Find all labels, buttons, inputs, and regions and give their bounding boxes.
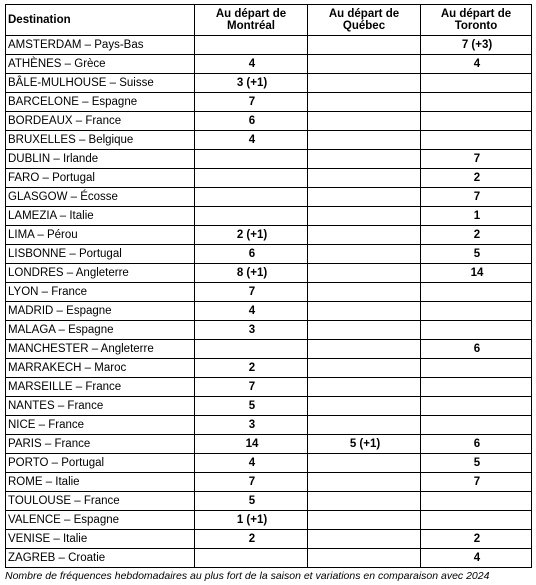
destination-cell: BARCELONE – Espagne xyxy=(6,93,195,112)
table-caption: Nombre de fréquences hebdomadaires au plus fort de la saison et variations en comparaison avec 2024 xyxy=(5,570,490,582)
document xyxy=(5,4,531,582)
quebec-cell xyxy=(308,454,421,473)
destination-cell: PORTO – Portugal xyxy=(6,454,195,473)
table-row xyxy=(6,378,532,397)
table-row xyxy=(6,226,532,245)
montreal-cell: 7 xyxy=(195,283,308,302)
montreal-cell: 4 xyxy=(195,131,308,150)
toronto-cell xyxy=(421,131,532,150)
table-row xyxy=(6,549,532,568)
quebec-cell xyxy=(308,112,421,131)
toronto-cell: 1 xyxy=(421,207,532,226)
toronto-cell: 4 xyxy=(421,55,532,74)
header-montreal: Au départ de Montréal xyxy=(195,5,308,36)
toronto-cell xyxy=(421,378,532,397)
montreal-cell xyxy=(195,36,308,55)
table-row xyxy=(6,150,532,169)
destination-cell: VALENCE – Espagne xyxy=(6,511,195,530)
toronto-cell xyxy=(421,397,532,416)
montreal-cell: 5 xyxy=(195,492,308,511)
table-row xyxy=(6,36,532,55)
destination-cell: BRUXELLES – Belgique xyxy=(6,131,195,150)
destination-cell: DUBLIN – Irlande xyxy=(6,150,195,169)
toronto-cell xyxy=(421,511,532,530)
table-header-row xyxy=(6,5,532,36)
montreal-cell xyxy=(195,549,308,568)
table-body xyxy=(6,36,532,568)
toronto-cell: 7 xyxy=(421,473,532,492)
header-quebec: Au départ de Québec xyxy=(308,5,421,36)
table-row xyxy=(6,492,532,511)
toronto-cell xyxy=(421,112,532,131)
destination-cell: ROME – Italie xyxy=(6,473,195,492)
destination-cell: MALAGA – Espagne xyxy=(6,321,195,340)
toronto-cell xyxy=(421,93,532,112)
table-row xyxy=(6,169,532,188)
table-row xyxy=(6,359,532,378)
toronto-cell: 2 xyxy=(421,226,532,245)
table-row xyxy=(6,416,532,435)
table-row xyxy=(6,93,532,112)
quebec-cell xyxy=(308,359,421,378)
toronto-cell: 5 xyxy=(421,245,532,264)
quebec-cell xyxy=(308,511,421,530)
montreal-cell: 7 xyxy=(195,93,308,112)
montreal-cell: 4 xyxy=(195,454,308,473)
quebec-cell xyxy=(308,397,421,416)
quebec-cell xyxy=(308,416,421,435)
toronto-cell: 2 xyxy=(421,169,532,188)
table-row xyxy=(6,283,532,302)
quebec-cell xyxy=(308,74,421,93)
destination-cell: GLASGOW – Écosse xyxy=(6,188,195,207)
montreal-cell xyxy=(195,207,308,226)
destination-cell: ZAGREB – Croatie xyxy=(6,549,195,568)
table-row xyxy=(6,473,532,492)
destination-cell: LIMA – Pérou xyxy=(6,226,195,245)
montreal-cell: 4 xyxy=(195,55,308,74)
montreal-cell: 4 xyxy=(195,302,308,321)
montreal-cell: 7 xyxy=(195,378,308,397)
toronto-cell: 7 xyxy=(421,188,532,207)
table-row xyxy=(6,511,532,530)
quebec-cell xyxy=(308,55,421,74)
quebec-cell xyxy=(308,340,421,359)
quebec-cell xyxy=(308,245,421,264)
montreal-cell: 2 xyxy=(195,359,308,378)
montreal-cell: 3 xyxy=(195,321,308,340)
quebec-cell xyxy=(308,131,421,150)
destination-cell: MADRID – Espagne xyxy=(6,302,195,321)
toronto-cell: 4 xyxy=(421,549,532,568)
header-destination: Destination xyxy=(6,5,195,36)
toronto-cell: 14 xyxy=(421,264,532,283)
table-row xyxy=(6,530,532,549)
montreal-cell xyxy=(195,340,308,359)
destination-cell: AMSTERDAM – Pays-Bas xyxy=(6,36,195,55)
destination-cell: BORDEAUX – France xyxy=(6,112,195,131)
quebec-cell xyxy=(308,169,421,188)
toronto-cell: 7 (+3) xyxy=(421,36,532,55)
destination-cell: NICE – France xyxy=(6,416,195,435)
destination-cell: FARO – Portugal xyxy=(6,169,195,188)
destination-cell: BÂLE-MULHOUSE – Suisse xyxy=(6,74,195,93)
quebec-cell xyxy=(308,283,421,302)
table-row xyxy=(6,435,532,454)
destination-cell: LYON – France xyxy=(6,283,195,302)
destination-cell: VENISE – Italie xyxy=(6,530,195,549)
toronto-cell xyxy=(421,302,532,321)
destination-cell: ATHÈNES – Grèce xyxy=(6,55,195,74)
quebec-cell xyxy=(308,36,421,55)
quebec-cell xyxy=(308,264,421,283)
destination-cell: TOULOUSE – France xyxy=(6,492,195,511)
quebec-cell xyxy=(308,378,421,397)
toronto-cell: 5 xyxy=(421,454,532,473)
table-row xyxy=(6,188,532,207)
quebec-cell xyxy=(308,302,421,321)
table-row xyxy=(6,454,532,473)
table-row xyxy=(6,245,532,264)
destination-cell: MARRAKECH – Maroc xyxy=(6,359,195,378)
montreal-cell: 6 xyxy=(195,245,308,264)
table-row xyxy=(6,74,532,93)
toronto-cell: 6 xyxy=(421,435,532,454)
montreal-cell xyxy=(195,150,308,169)
quebec-cell xyxy=(308,492,421,511)
table-row xyxy=(6,321,532,340)
montreal-cell xyxy=(195,169,308,188)
table-row xyxy=(6,340,532,359)
toronto-cell xyxy=(421,283,532,302)
table-row xyxy=(6,112,532,131)
quebec-cell: 5 (+1) xyxy=(308,435,421,454)
quebec-cell xyxy=(308,226,421,245)
montreal-cell: 2 xyxy=(195,530,308,549)
quebec-cell xyxy=(308,549,421,568)
destination-cell: LAMEZIA – Italie xyxy=(6,207,195,226)
frequency-table xyxy=(5,4,532,568)
montreal-cell xyxy=(195,188,308,207)
toronto-cell xyxy=(421,74,532,93)
quebec-cell xyxy=(308,93,421,112)
toronto-cell xyxy=(421,492,532,511)
table-row xyxy=(6,264,532,283)
table-row xyxy=(6,55,532,74)
quebec-cell xyxy=(308,150,421,169)
toronto-cell: 7 xyxy=(421,150,532,169)
table-row xyxy=(6,302,532,321)
toronto-cell xyxy=(421,359,532,378)
montreal-cell: 1 (+1) xyxy=(195,511,308,530)
toronto-cell xyxy=(421,321,532,340)
montreal-cell: 7 xyxy=(195,473,308,492)
table-row xyxy=(6,207,532,226)
table-row xyxy=(6,131,532,150)
destination-cell: MARSEILLE – France xyxy=(6,378,195,397)
quebec-cell xyxy=(308,188,421,207)
toronto-cell: 6 xyxy=(421,340,532,359)
destination-cell: LISBONNE – Portugal xyxy=(6,245,195,264)
quebec-cell xyxy=(308,530,421,549)
montreal-cell: 14 xyxy=(195,435,308,454)
destination-cell: NANTES – France xyxy=(6,397,195,416)
montreal-cell: 6 xyxy=(195,112,308,131)
quebec-cell xyxy=(308,473,421,492)
montreal-cell: 3 (+1) xyxy=(195,74,308,93)
montreal-cell: 2 (+1) xyxy=(195,226,308,245)
toronto-cell: 2 xyxy=(421,530,532,549)
destination-cell: PARIS – France xyxy=(6,435,195,454)
quebec-cell xyxy=(308,207,421,226)
destination-cell: LONDRES – Angleterre xyxy=(6,264,195,283)
destination-cell: MANCHESTER – Angleterre xyxy=(6,340,195,359)
table-row xyxy=(6,397,532,416)
montreal-cell: 5 xyxy=(195,397,308,416)
header-toronto: Au départ de Toronto xyxy=(421,5,532,36)
toronto-cell xyxy=(421,416,532,435)
montreal-cell: 8 (+1) xyxy=(195,264,308,283)
montreal-cell: 3 xyxy=(195,416,308,435)
quebec-cell xyxy=(308,321,421,340)
